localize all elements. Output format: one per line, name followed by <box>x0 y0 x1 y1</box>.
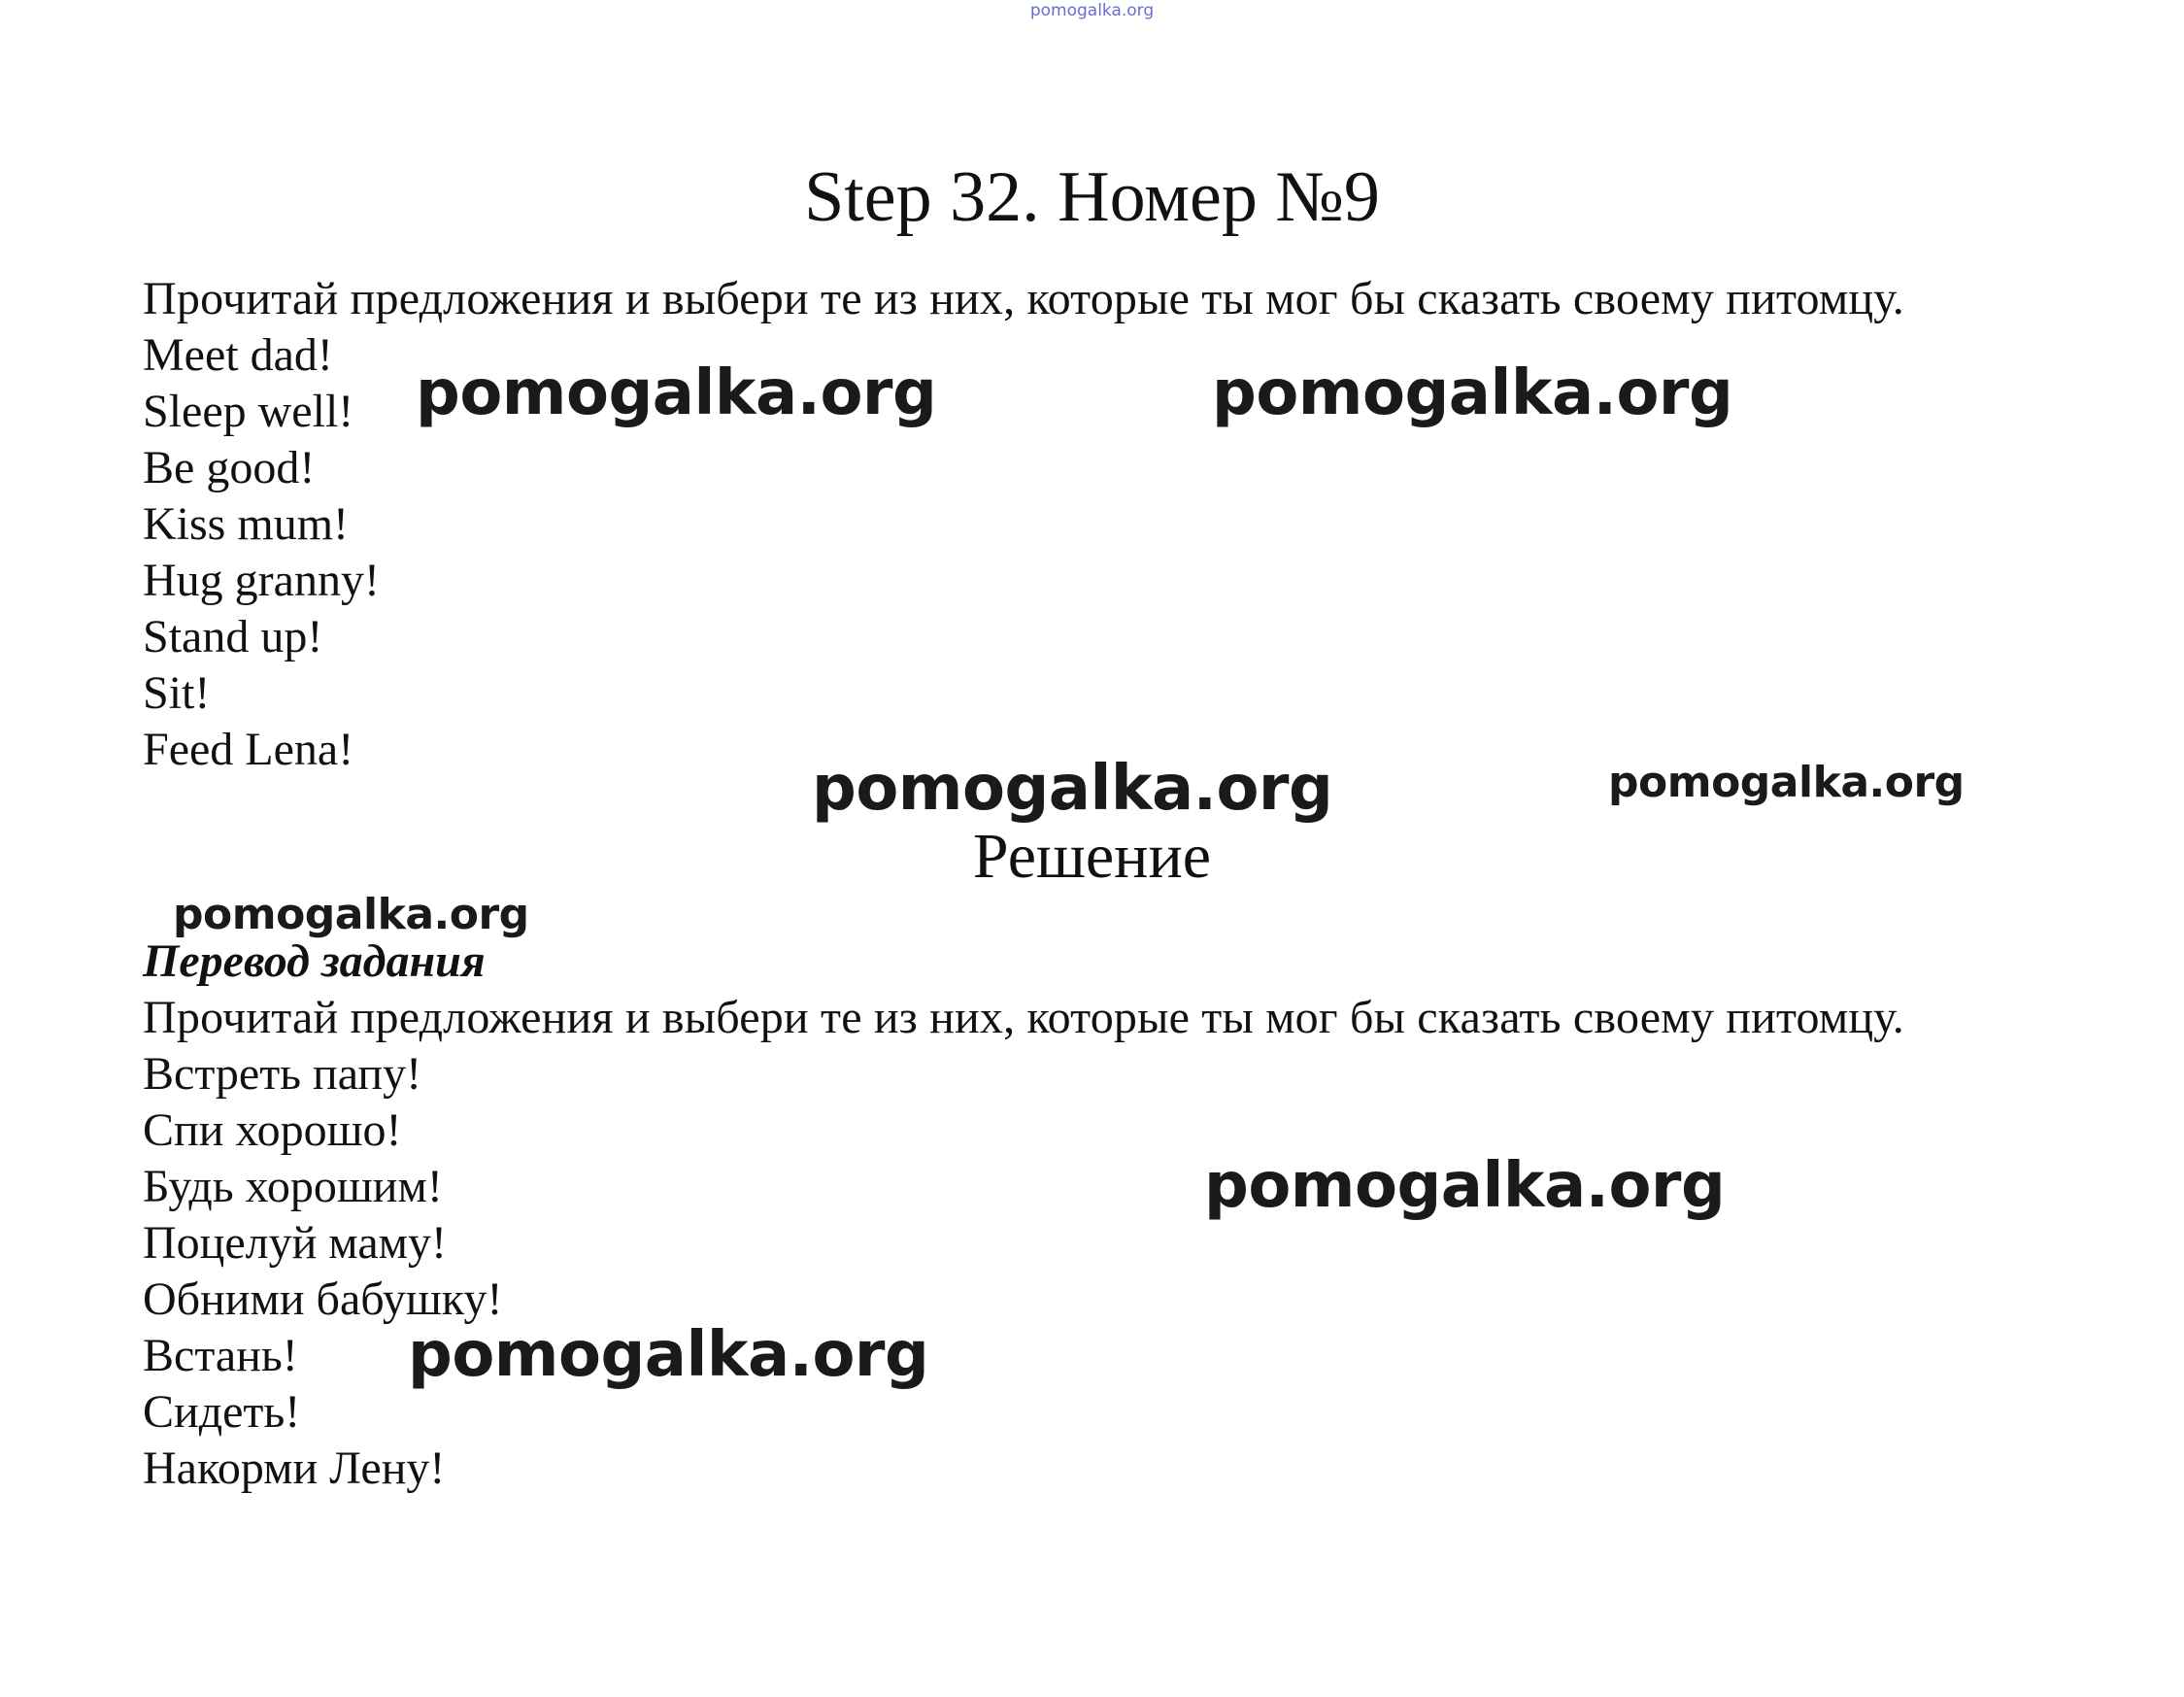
translation-label: Перевод задания <box>143 935 486 987</box>
task-block <box>143 271 1904 778</box>
task-sentence: Sleep well! <box>143 386 354 437</box>
task-sentence: Stand up! <box>143 611 323 662</box>
solution-sentence: Встань! <box>143 1330 298 1381</box>
solution-sentence: Будь хорошим! <box>143 1161 443 1212</box>
task-instruction: Прочитай предложения и выбери те из них, которые ты мог бы сказать своему питомцу. <box>143 273 1904 324</box>
watermark: pomogalka.org <box>173 890 529 939</box>
solution-sentence: Обними бабушку! <box>143 1273 503 1325</box>
task-sentence: Be good! <box>143 442 316 493</box>
solution-sentence: Накорми Лену! <box>143 1442 446 1494</box>
task-sentence: Kiss mum! <box>143 498 350 550</box>
task-sentence: Sit! <box>143 667 211 719</box>
task-sentence: Meet dad! <box>143 329 333 381</box>
page-title: Step 32. Номер №9 <box>804 157 1380 237</box>
watermark: pomogalka.org <box>1204 1150 1726 1222</box>
solution-sentence: Встреть папу! <box>143 1048 422 1100</box>
solution-sentence: Поцелуй маму! <box>143 1217 448 1269</box>
watermark: pomogalka.org <box>408 1319 929 1391</box>
watermark: pomogalka.org <box>812 753 1333 825</box>
solution-heading: Решение <box>972 821 1212 892</box>
watermark: pomogalka.org <box>1212 357 1733 429</box>
solution-block <box>143 990 1904 1497</box>
watermark: pomogalka.org <box>416 357 937 429</box>
site-link[interactable]: pomogalka.org <box>1029 1 1155 20</box>
solution-sentence: Сидеть! <box>143 1386 301 1438</box>
solution-sentence: Спи хорошо! <box>143 1104 402 1156</box>
watermark: pomogalka.org <box>1608 758 1965 807</box>
task-sentence: Hug granny! <box>143 555 380 606</box>
task-sentence: Feed Lena! <box>143 724 354 775</box>
solution-instruction: Прочитай предложения и выбери те из них, которые ты мог бы сказать своему питомцу. <box>143 992 1904 1043</box>
